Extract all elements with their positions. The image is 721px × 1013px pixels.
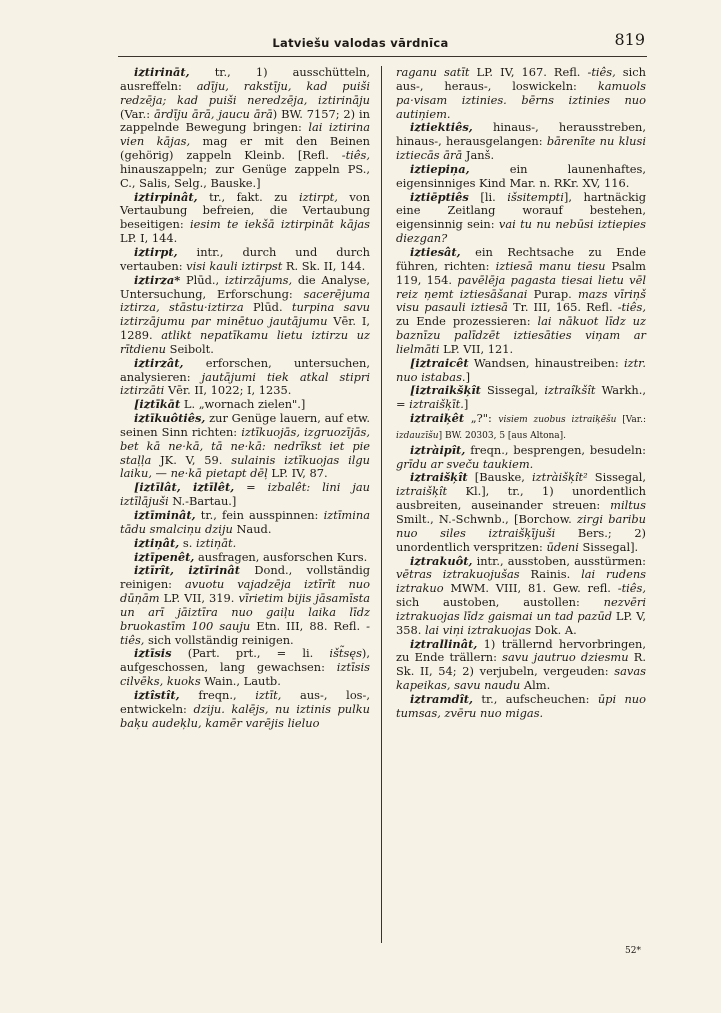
headword: iztraišķît: [410, 470, 468, 485]
definition-text: freqn., besprengen, besudeln:: [465, 442, 646, 457]
definition-text: tr., fein ausspinnen:: [195, 508, 324, 522]
dictionary-entry: [120, 564, 370, 647]
definition-text: ]: [463, 397, 469, 412]
example-text: iztraîkšît: [544, 383, 596, 398]
definition-text: [174, 563, 188, 577]
definition-text: 1) trällernd hervorbringen, zu Ende trällern:: [396, 636, 646, 665]
headword: iztīrît,: [134, 563, 174, 578]
headword: iztirpinât,: [134, 189, 198, 204]
headword: iztīpenêt,: [134, 549, 195, 564]
right-column: [396, 66, 646, 721]
example-text: zirgi baribu nuo siles iztraišķījuši: [396, 512, 647, 540]
example-text: iztirzājums,: [224, 272, 293, 287]
dictionary-entry: [396, 384, 646, 412]
definition-text: von Vertaubung befreien, die Vertaubung beseitigen:: [120, 189, 370, 232]
headword: iztrakuôt,: [410, 553, 473, 568]
definition-text: LP. I, 144.: [120, 231, 178, 246]
dictionary-entry: [396, 471, 646, 554]
definition-text: Warkh., =: [396, 383, 647, 412]
headword: iztîstît,: [134, 687, 180, 702]
dictionary-entry: [120, 246, 370, 274]
definition-text: ) BW. 7157; 2) in zappelnde Bewegung bringen:: [120, 106, 371, 135]
example-text: savu jautruo dziesmu: [502, 650, 629, 665]
definition-text: mag er mit den Beinen (gehörig) zappeln Kleinb. [Refl.: [120, 134, 370, 163]
definition-text: Plūd.: [243, 300, 292, 315]
definition-text: zur Genüge lauern, auf etw. seinen Sinn richten:: [120, 411, 370, 439]
example-text: mazs vīriņš visu pasauli iztiesā: [396, 286, 646, 315]
definition-text: aus-, los-, entwickeln:: [120, 687, 370, 716]
example-text: iztīt,: [255, 687, 282, 702]
example-text: -tiês,: [341, 148, 370, 163]
definition-text: LP. IV, 167. Refl.: [469, 65, 588, 79]
example-text: -tiês,: [120, 618, 370, 647]
definition-text: Naud.: [232, 521, 272, 536]
dictionary-entry: [396, 555, 646, 638]
definition-text: sich vollständig reinigen.: [144, 632, 294, 647]
dictionary-entry: [396, 66, 646, 121]
definition-text: ]: [465, 369, 471, 384]
definition-text: Purap.: [527, 286, 578, 301]
definition-text: Vēr. II, 1022; I, 1235.: [164, 383, 292, 398]
example-text: iztirpt,: [299, 189, 338, 204]
page-number: 819: [614, 30, 645, 49]
column-divider: [381, 66, 382, 943]
dictionary-entry: [120, 357, 370, 399]
headword: iztramdît,: [410, 691, 474, 706]
example-text: kamuols pa·visam iztinies. bērns iztinies nuo autiņiem.: [396, 78, 646, 121]
example-text: savas kapeikas, savu naudu: [396, 664, 646, 693]
headword: iztiesât,: [410, 244, 461, 259]
definition-text: (Part. prt., = li.: [171, 646, 330, 661]
example-text: iztr. nuo istabas.: [396, 355, 646, 384]
example-text: lai rudens iztrakuo: [396, 567, 646, 596]
example-text: ārdīju ārā, jaucu ārā: [153, 106, 273, 121]
example-text: izbalêt: lini jau iztīlājuši: [120, 480, 370, 509]
example-text: adīju, rakstīju, kad puiši redzēja; kad puiši neredzēja, iztirināju: [120, 78, 371, 107]
example-text: iztīmina tādu smalciņu dziju: [120, 508, 370, 536]
definition-text: hinauszappeln; zur Genüge zappeln PS., C., Salis, Selg., Bauske.]: [120, 161, 370, 190]
definition-text: zu Ende prozessieren:: [396, 314, 538, 329]
definition-text: freqn.,: [179, 687, 256, 702]
definition-text: Smilt., N.-Schwnb., [Borchow.: [396, 512, 577, 526]
definition-text: L. „wornach zielen".]: [180, 397, 306, 412]
definition-text: [Bauske,: [467, 470, 532, 485]
dictionary-entry: [120, 398, 370, 412]
definition-text: R. Sk. II, 54; 2) verjubeln, vergeuden:: [396, 650, 647, 679]
headword: [iztraicêt: [410, 355, 469, 370]
definition-text: Kl.], tr., 1) unordentlich ausbreiten, auseinander streuen:: [396, 484, 646, 513]
headword: iztīsis: [134, 646, 172, 661]
definition-text: R. Sk. II, 144.: [282, 258, 366, 273]
example-text: turpina savu iztirzājumu par minētuo jautājumu: [120, 300, 370, 329]
example-text: sulainis iztīkuojas ilgu laiku, — ne·kā pietapt dēļ: [120, 452, 370, 481]
example-text: pavēlēja pagasta tiesai lietu vēl reiz ņemt iztiesāšanai: [396, 272, 647, 301]
dictionary-entry: [120, 66, 370, 191]
example-text: išt̃sęs: [329, 646, 362, 661]
headword: iztrallinât,: [410, 636, 478, 651]
definition-text: sich austoben, austollen:: [396, 595, 604, 610]
dictionary-entry: [120, 537, 370, 551]
dictionary-entry: [396, 693, 646, 721]
example-text: iztiņāt.: [196, 535, 237, 550]
headword: iztīminât,: [134, 508, 196, 522]
example-text: iztraišķīt.: [409, 397, 464, 412]
definition-text: LP. IV, 87.: [267, 466, 328, 481]
dictionary-entry: [120, 551, 370, 565]
definition-text: Bers.; 2) unordentlich verspritzen:: [396, 525, 647, 554]
definition-text: MWM. VIII, 81. Gew. refl.: [443, 581, 618, 596]
header-rule: [118, 56, 647, 57]
dictionary-entry: [396, 246, 646, 357]
definition-text: Seibolt.: [166, 341, 214, 356]
definition-text: Janš.: [462, 148, 495, 163]
example-text: grīdu ar sveču taukiem.: [396, 456, 534, 471]
printer-signature: 52*: [625, 946, 641, 956]
example-text: raganu satīt: [396, 65, 470, 79]
headword: iztirpt,: [134, 244, 178, 259]
example-text: jautājumi tiek atkal stipri iztirzāti: [120, 369, 370, 398]
example-text: visi kauli iztirpst: [186, 258, 283, 273]
definition-text: Dok. A.: [531, 622, 577, 637]
dictionary-entry: [396, 191, 646, 246]
example-text: miltus: [610, 498, 646, 513]
example-text: lai viņi iztrakuojas: [424, 622, 532, 637]
example-text: ūpi nuo tumsas, zvēru nuo migas.: [396, 691, 646, 720]
definition-text: ], hartnäckig eine Zeitlang worauf bestehen, eigensinnig sein:: [396, 189, 647, 232]
example-text: iztraišķît: [396, 484, 448, 499]
definition-text: ausfragen, ausforschen Kurs.: [194, 549, 368, 564]
example-text: nezvēri iztrakuojas līdz gaismai un tad pazūd: [396, 595, 646, 623]
example-text: iesim te iekšā iztirpināt kājas: [190, 217, 370, 232]
dictionary-entry: [396, 163, 646, 191]
definition-text: =: [234, 480, 268, 495]
example-text: vai tu nu nebūsi iztiepies diezgan?: [396, 217, 646, 246]
definition-text: LP. VII, 121.: [439, 341, 514, 356]
definition-text: (Var.:: [120, 106, 154, 121]
example-text: vīrietim bijis jāsamīsta un arī jāiztīra nuo gaiļu laika līdz bruokastīm 100 sauju: [120, 591, 370, 633]
dictionary-entry: [120, 689, 370, 731]
definition-text: tr., aufscheuchen:: [473, 691, 598, 706]
definition-text: sich aus-, heraus-, loswickeln:: [396, 65, 646, 93]
example-text: sacerējuma iztirza, stāstu·iztirza: [120, 286, 370, 315]
headword: iztīrinât: [188, 563, 240, 578]
definition-text: Sissegal,: [587, 470, 646, 485]
definition-text: hinaus-, herausstreben, hinaus-, herausgelangen:: [396, 120, 646, 149]
example-text: visiem zuobus iztraiķēšu: [498, 415, 617, 426]
definition-text: Wain., Lautb.: [200, 674, 281, 689]
headword: [iztīlât, iztīlêt,: [134, 480, 235, 495]
headword: iztràipît,: [410, 442, 466, 457]
dictionary-entry: [396, 121, 646, 163]
definition-text: s.: [179, 535, 196, 550]
definition-text: N.-Bartau.]: [168, 494, 237, 509]
example-text: vētras iztrakuojušas: [396, 567, 520, 582]
definition-text: Wandsen, hinaustreiben:: [468, 355, 624, 370]
headword: [iztīkāt: [134, 397, 181, 412]
definition-text: LP. V, 358.: [396, 608, 646, 637]
definition-text: intr., ausstoben, ausstürmen:: [472, 553, 646, 568]
example-text: izdauzīšu: [396, 430, 439, 441]
definition-text: Rainis.: [519, 567, 582, 582]
headword: [iztraikšķît: [410, 383, 481, 398]
dictionary-entry: [120, 509, 370, 537]
example-text: išsitempti: [507, 189, 564, 204]
definition-text: ), aufgeschossen, lang gewachsen:: [120, 646, 370, 675]
definition-text: Vēr. I, 1289.: [120, 314, 370, 343]
example-text: lai nākuot līdz uz baznīzu palīdzēt iztiesāties viņam ar lielmāti: [396, 314, 646, 356]
dictionary-entry: [396, 638, 646, 693]
headword: iztirināt,: [134, 65, 190, 79]
definition-text: „?":: [464, 411, 499, 426]
definition-text: [Var.:: [616, 415, 646, 426]
definition-text: Plūd.,: [180, 272, 225, 287]
dictionary-entry: [120, 647, 370, 689]
definition-text: Etn. III, 88. Refl.: [250, 618, 367, 633]
definition-text: ] BW. 20303, 5 [aus Altona].: [438, 430, 567, 441]
dictionary-entry: [120, 191, 370, 246]
headword: iztiepiņa,: [410, 161, 470, 176]
example-text: atlikt nepatīkamu lietu iztirzu uz rītdienu: [120, 328, 370, 356]
definition-text: Dond., vollständig reinigen:: [120, 563, 370, 592]
dictionary-entry: [396, 412, 646, 444]
dictionary-entry: [396, 357, 646, 385]
dictionary-entry: [396, 444, 646, 472]
example-text: iztīkuojās, izgruozījās, bet kā ne·kā, tā ne·kā: nedrīkst iet pie staļļa: [120, 424, 370, 467]
example-text: iztīsis cilvēks, kuoks: [120, 660, 370, 689]
example-text: -tiês,: [617, 300, 646, 315]
definition-text: Psalm 119, 154.: [396, 258, 646, 287]
definition-text: die Analyse, Untersuchung, Erforschung:: [120, 272, 370, 301]
definition-text: LP. VII, 319.: [159, 591, 239, 606]
definition-text: Sissegal].: [578, 539, 639, 554]
headword: iztiektiês,: [410, 120, 473, 135]
definition-text: Sissegal,: [480, 383, 545, 398]
left-column: [120, 66, 370, 731]
headword: iztirzât,: [134, 355, 184, 370]
example-text: iztiesā manu tiesu: [495, 258, 606, 273]
example-text: dziju. kalējs, nu iztinis pulku baķu audeķlu, kamēr varējis lieluo: [120, 701, 370, 730]
headword: iztiņât,: [134, 535, 180, 550]
dictionary-entry: [120, 274, 370, 357]
example-text: -tiês,: [587, 65, 616, 79]
dictionary-entry: [120, 412, 370, 481]
example-text: bārenīte nu klusi iztiecās ārā: [396, 134, 646, 163]
definition-text: ein Rechtsache zu Ende führen, richten:: [396, 244, 646, 273]
definition-text: tr., 1) ausschütteln, ausreffeln:: [120, 65, 370, 93]
definition-text: [li.: [468, 189, 508, 204]
definition-text: Alm.: [520, 678, 551, 693]
headword: iztiēptiês: [410, 189, 469, 204]
headword: iztirza*: [134, 272, 181, 287]
definition-text: JK. V, 59.: [151, 452, 232, 467]
example-text: avuotu vajadzēja iztīrīt nuo dūņām: [120, 577, 370, 606]
definition-text: erforschen, untersuchen, analysieren:: [120, 355, 370, 384]
example-text: iztràišķît²: [532, 470, 588, 485]
headword: iztīkuôtiês,: [134, 411, 206, 426]
running-head: Latviešu valodas vārdnīca: [272, 36, 449, 50]
definition-text: intr., durch und durch vertauben:: [120, 244, 370, 273]
definition-text: Tr. III, 165. Refl.: [507, 300, 618, 315]
example-text: lai iztirina vien kājas,: [120, 120, 370, 149]
definition-text: ein launenhaftes, eigensinniges Kind Mar. n. RKr. XV, 116.: [396, 161, 646, 190]
headword: iztraiķêt: [410, 411, 465, 426]
definition-text: tr., fakt. zu: [197, 189, 300, 204]
example-text: ūdeni: [546, 539, 579, 554]
dictionary-entry: [120, 481, 370, 509]
example-text: -tiês,: [617, 581, 646, 596]
